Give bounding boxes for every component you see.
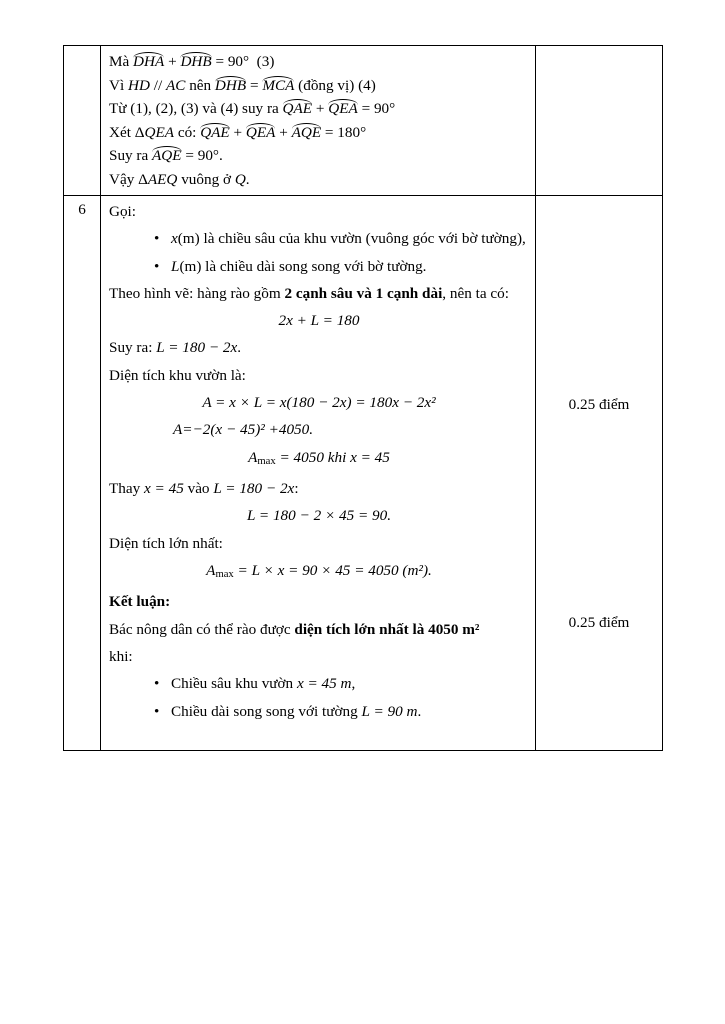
score-cell <box>536 46 663 196</box>
solution-cell <box>101 196 536 751</box>
text-segment: A <box>248 448 258 466</box>
text-segment: L = 180 − 2x <box>156 339 238 357</box>
text-segment: A = x × L = x(180 − 2x) = 180x − 2x² <box>202 394 436 412</box>
paragraph <box>109 200 529 224</box>
question-number-cell <box>64 196 101 751</box>
text-segment: + <box>275 123 292 141</box>
angle-arc-notation: QEA <box>328 97 358 121</box>
paragraph <box>109 590 529 614</box>
solution-cell <box>101 46 536 196</box>
text-segment: = L × x = 90 × 45 = 4050 (m²). <box>233 561 432 579</box>
text-segment: = 90°. <box>181 147 223 164</box>
text-segment: = 90° (3) <box>211 53 275 70</box>
text-segment: Diện tích khu vườn là: <box>109 366 246 384</box>
paragraph <box>109 309 529 333</box>
text-segment: 2 cạnh sâu và 1 cạnh dài <box>284 284 443 302</box>
table-row <box>64 46 663 196</box>
text-segment: Từ (1), (2), (3) và (4) suy ra <box>109 100 283 117</box>
table-row <box>64 196 663 751</box>
text-segment: HD <box>127 76 150 94</box>
paragraph <box>109 364 529 388</box>
score-badge: 0.25 điểm <box>568 614 630 631</box>
angle-arc-notation: DHB <box>180 50 211 74</box>
text-segment: 2x + L = 180 <box>278 312 360 330</box>
text-segment: (đồng vị) (4) <box>294 76 376 94</box>
text-segment: L = 90 m <box>361 702 418 720</box>
text-segment: Diện tích lớn nhất: <box>109 534 223 552</box>
text-segment: AC <box>165 76 186 94</box>
text-segment: khi: <box>109 648 133 665</box>
paragraph <box>109 282 529 306</box>
solution-content <box>109 50 529 191</box>
text-segment: A=−2(x − 45)² +4050. <box>173 421 314 439</box>
paragraph <box>109 74 529 98</box>
text-segment: : <box>294 480 299 498</box>
text-segment: L = 180 − 2 × 45 = 90. <box>246 507 392 525</box>
paragraph <box>109 144 529 168</box>
text-segment: Vì <box>109 76 128 94</box>
text-segment: + <box>312 100 329 117</box>
paragraph <box>173 418 529 442</box>
text-segment: Thay <box>109 480 145 498</box>
angle-arc-notation: AQE <box>152 144 182 168</box>
text-segment: A <box>206 561 216 579</box>
angle-arc-notation: QAE <box>200 121 230 145</box>
angle-arc-notation: QEA <box>246 121 276 145</box>
angle-arc-notation: DHA <box>133 50 164 74</box>
text-segment: Kết luận: <box>109 593 171 611</box>
text-segment: diện tích lớn nhất là 4050 m² <box>294 620 480 638</box>
text-segment: . <box>237 339 242 357</box>
text-segment: = 4050 khi x = 45 <box>275 448 390 466</box>
angle-arc-notation: MCA <box>262 74 294 98</box>
text-segment: Theo hình vẽ: hàng rào gồm <box>109 284 285 302</box>
text-segment: Gọi: <box>109 203 137 220</box>
text-segment: = <box>246 76 263 94</box>
score-cell <box>536 196 663 751</box>
bullet-item <box>109 227 529 251</box>
paragraph <box>109 168 529 192</box>
text-segment: + <box>229 123 246 141</box>
paragraph <box>109 559 529 587</box>
paragraph <box>109 645 529 669</box>
text-segment: có: <box>174 123 201 141</box>
text-segment: nên <box>185 76 215 94</box>
angle-arc-notation: QAE <box>283 97 313 121</box>
text-segment: QEA <box>144 123 175 141</box>
text-segment: Chiều sâu khu vườn <box>171 675 297 693</box>
question-number-cell <box>64 46 101 196</box>
text-segment: + <box>164 53 181 70</box>
text-segment: Bác nông dân có thể rào được <box>109 620 295 638</box>
paragraph <box>109 121 529 145</box>
score-badge: 0.25 điểm <box>568 396 630 413</box>
text-segment: , nên ta có: <box>442 284 509 302</box>
text-segment: (m) là chiều sâu của khu vườn (vuông góc với bờ tường), <box>177 230 526 248</box>
paragraph <box>109 446 529 474</box>
answer-table <box>63 45 663 751</box>
text-segment: max <box>257 455 276 467</box>
text-segment: x = 45 m <box>296 675 352 693</box>
question-number: 6 <box>78 201 86 218</box>
bullet-item <box>109 672 529 696</box>
text-segment: Mà <box>109 53 134 70</box>
text-segment: AEQ <box>147 170 178 188</box>
text-segment: x <box>171 230 178 248</box>
text-segment: . <box>417 702 422 720</box>
text-segment: (m) là chiều dài song song với bờ tường. <box>179 257 427 275</box>
text-segment: . <box>245 170 250 188</box>
text-segment: Chiều dài song song với tường <box>171 702 362 720</box>
text-segment: Suy ra <box>109 147 153 164</box>
text-segment: L <box>171 257 180 275</box>
text-segment: max <box>215 569 234 581</box>
text-segment: = 90° <box>357 100 396 117</box>
angle-arc-notation: DHB <box>215 74 246 98</box>
paragraph <box>109 532 529 556</box>
text-segment: , <box>351 675 356 693</box>
paragraph <box>109 97 529 121</box>
bullet-item <box>109 255 529 279</box>
angle-arc-notation: AQE <box>292 121 322 145</box>
paragraph <box>109 477 529 501</box>
text-segment: Xét Δ <box>109 123 145 141</box>
text-segment: vào <box>183 480 214 498</box>
text-segment: x = 45 <box>144 480 184 498</box>
text-segment: vuông ở <box>177 170 235 188</box>
text-segment: // <box>149 76 166 94</box>
paragraph <box>109 504 529 528</box>
bullet-item <box>109 700 529 724</box>
paragraph <box>109 618 529 642</box>
paragraph <box>109 50 529 74</box>
text-segment: Q <box>234 170 246 188</box>
paragraph <box>109 336 529 360</box>
text-segment: Suy ra: <box>109 339 157 357</box>
paragraph <box>109 391 529 415</box>
text-segment: Vậy Δ <box>109 170 148 188</box>
solution-content <box>109 200 529 723</box>
text-segment: L = 180 − 2x <box>213 480 295 498</box>
text-segment: = 180° <box>321 123 367 141</box>
